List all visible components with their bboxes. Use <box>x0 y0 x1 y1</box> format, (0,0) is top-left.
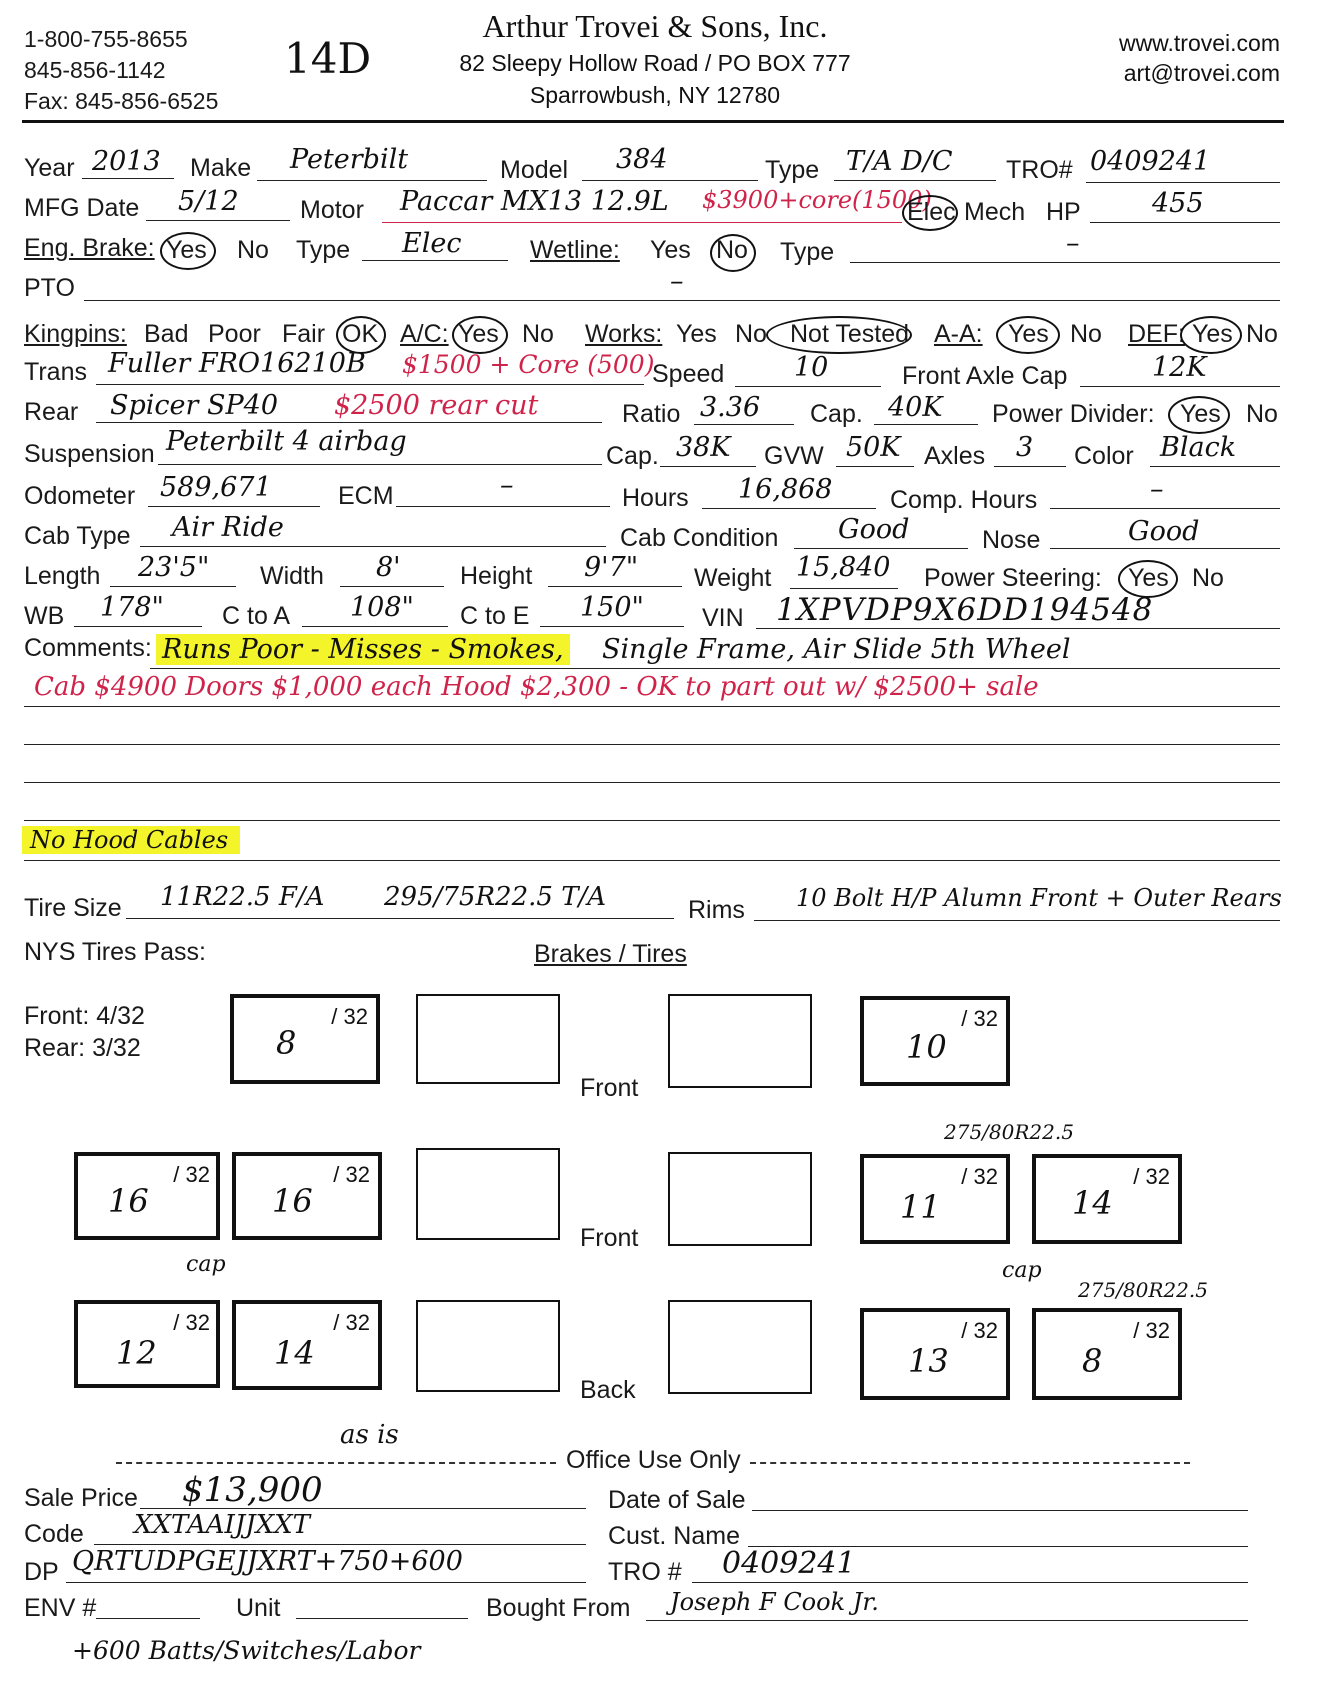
office-use-only-label: Office Use Only <box>566 1446 741 1474</box>
cab-type-line <box>140 546 606 547</box>
wb-value[interactable]: 178" <box>100 592 164 623</box>
tire-note-back-right-cap: cap <box>1002 1258 1042 1283</box>
front-min-tread: Front: 4/32 <box>24 1002 145 1030</box>
header-divider <box>22 120 1284 123</box>
tro-line <box>1086 182 1280 183</box>
axles-label: Axles <box>924 442 986 470</box>
unit-line <box>296 1618 468 1619</box>
speed-line <box>735 386 881 387</box>
tire-fraction: / 32 <box>173 1310 210 1335</box>
tire-box-mid-left-inner[interactable] <box>232 1152 382 1240</box>
rims-label: Rims <box>688 896 745 924</box>
length-value[interactable]: 23'5" <box>138 552 210 583</box>
comments-label: Comments: <box>24 634 152 662</box>
tire-tread-value: 12 <box>116 1334 157 1372</box>
front-axle-cap-value[interactable]: 12K <box>1152 352 1207 383</box>
env-label: ENV # <box>24 1594 97 1622</box>
hours-line <box>702 508 876 509</box>
height-value[interactable]: 9'7" <box>584 552 639 583</box>
front-axle-cap-label: Front Axle Cap <box>902 362 1068 390</box>
motor-label: Motor <box>300 196 364 224</box>
comment-highlight: Runs Poor - Misses - Smokes, <box>156 634 570 665</box>
front-axle-label-2: Front <box>580 1224 639 1252</box>
front-axle-cap-line <box>1080 386 1280 387</box>
cust-name-label: Cust. Name <box>608 1522 740 1550</box>
tire-box-back-right-inner[interactable] <box>860 1308 1010 1400</box>
odometer-value[interactable]: 589,671 <box>160 472 272 503</box>
wb-label: WB <box>24 602 65 630</box>
eng-brake-type-value[interactable]: Elec <box>402 228 462 259</box>
width-label: Width <box>260 562 324 590</box>
company-name: Arthur Trovei & Sons, Inc. <box>482 8 828 44</box>
length-label: Length <box>24 562 101 590</box>
tire-fraction: / 32 <box>333 1162 370 1187</box>
tro-office-value[interactable]: 0409241 <box>722 1546 856 1581</box>
comp-hours-value[interactable]: – <box>1150 474 1164 505</box>
ecm-label: ECM <box>338 482 394 510</box>
trans-line <box>96 384 644 385</box>
handwritten-code: 14D <box>284 34 372 83</box>
suspension-line <box>158 464 602 465</box>
make-label: Make <box>190 154 252 182</box>
tire-note-back-left: cap <box>186 1252 226 1277</box>
make-line <box>257 180 487 181</box>
trans-value[interactable]: Fuller FRO16210B <box>108 348 366 379</box>
motor-value[interactable]: Paccar MX13 12.9L <box>400 186 669 217</box>
brake-box-back-left[interactable] <box>416 1300 560 1392</box>
company-address-1: 82 Sleepy Hollow Road / PO BOX 777 <box>459 50 851 76</box>
ratio-line <box>694 424 794 425</box>
power-divider-yes[interactable]: Yes <box>1180 400 1221 428</box>
tire-tread-value: 8 <box>276 1024 297 1062</box>
tire-box-back-left-outer[interactable] <box>74 1300 220 1388</box>
length-line <box>110 586 236 587</box>
eng-brake-label: Eng. Brake: <box>24 234 155 262</box>
weight-value[interactable]: 15,840 <box>796 552 891 583</box>
width-value[interactable]: 8' <box>376 552 401 583</box>
wetline-no[interactable]: No <box>716 236 748 264</box>
tire-size-front[interactable]: 11R22.5 F/A <box>160 882 325 912</box>
comments-line-2 <box>24 706 1280 707</box>
elec-option[interactable]: Elec <box>907 198 956 226</box>
gvw-value[interactable]: 50K <box>846 432 901 463</box>
hp-line <box>1090 222 1280 223</box>
back-axle-label: Back <box>580 1376 636 1404</box>
make-value[interactable]: Peterbilt <box>290 144 409 175</box>
width-line <box>340 586 444 587</box>
brake-box-front-right[interactable] <box>668 994 812 1088</box>
ac-no[interactable]: No <box>522 320 554 348</box>
cab-type-label: Cab Type <box>24 522 131 550</box>
tire-box-mid-right-outer[interactable] <box>1032 1154 1182 1244</box>
tire-fraction: / 32 <box>1133 1164 1170 1189</box>
cab-condition-line <box>794 548 968 549</box>
suspension-label: Suspension <box>24 440 155 468</box>
comment-2: Cab $4900 Doors $1,000 each Hood $2,300 - OK to part out w/ $2500+ sale <box>34 672 1039 702</box>
nys-tires-pass-label: NYS Tires Pass: <box>24 938 206 966</box>
vin-label: VIN <box>702 604 744 632</box>
model-value[interactable]: 384 <box>616 144 668 175</box>
weight-line <box>790 588 898 589</box>
year-line <box>82 178 174 179</box>
sale-note: as is <box>340 1420 399 1450</box>
c-to-e-line <box>540 626 684 627</box>
year-value[interactable]: 2013 <box>92 146 161 177</box>
tire-tread-value: 13 <box>908 1342 949 1380</box>
rear-line <box>96 422 602 423</box>
cab-condition-value[interactable]: Good <box>838 514 910 545</box>
hp-label: HP <box>1046 198 1081 226</box>
sale-price-label: Sale Price <box>24 1484 138 1512</box>
comment-note: No Hood Cables <box>22 826 240 854</box>
rims-line <box>754 920 1280 921</box>
tire-note-back-right: 275/80R22.5 <box>1078 1278 1208 1302</box>
wetline-type-label: Type <box>780 238 835 266</box>
power-steering-label: Power Steering: <box>924 564 1102 592</box>
type-value[interactable]: T/A D/C <box>846 146 953 177</box>
nose-label: Nose <box>982 526 1041 554</box>
comments-line-4 <box>24 782 1280 783</box>
wetline-type-value[interactable]: – <box>1066 228 1080 259</box>
comments-line-3 <box>24 744 1280 745</box>
pto-label: PTO <box>24 274 75 302</box>
tire-fraction: / 32 <box>961 1164 998 1189</box>
vin-value[interactable]: 1XPVDP9X6DD194548 <box>776 592 1154 628</box>
code-line <box>94 1544 586 1545</box>
motor-price: $3900+core(1500) <box>702 186 932 214</box>
susp-cap-value[interactable]: 38K <box>676 432 731 463</box>
ratio-value[interactable]: 3.36 <box>700 392 761 423</box>
color-line <box>1150 466 1280 467</box>
comment-1-rest: Single Frame, Air Slide 5th Wheel <box>602 634 1071 665</box>
tire-fraction: / 32 <box>961 1318 998 1343</box>
works-not-tested[interactable]: Not Tested <box>790 320 910 348</box>
vin-line <box>756 628 1280 629</box>
aa-label: A-A: <box>934 320 983 348</box>
works-no[interactable]: No <box>735 320 767 348</box>
rear-min-tread: Rear: 3/32 <box>24 1034 141 1062</box>
brake-box-mid-right[interactable] <box>668 1152 812 1246</box>
comments-line-6 <box>24 860 1280 861</box>
model-label: Model <box>500 156 569 184</box>
bought-from-label: Bought From <box>486 1594 631 1622</box>
def-label: DEF: <box>1128 320 1185 348</box>
gvw-line <box>836 466 914 467</box>
eng-brake-no[interactable]: No <box>237 236 269 264</box>
ecm-line <box>396 506 610 507</box>
dp-value[interactable]: QRTUDPGEJJXRT+750+600 <box>72 1546 463 1577</box>
tire-tread-value: 14 <box>274 1334 315 1372</box>
tire-size-label: Tire Size <box>24 894 122 922</box>
gvw-label: GVW <box>764 442 824 470</box>
front-axle-label-1: Front <box>580 1074 639 1102</box>
tire-box-mid-right-inner[interactable] <box>860 1154 1010 1244</box>
model-line <box>582 180 758 181</box>
hours-value[interactable]: 16,868 <box>738 474 833 505</box>
tire-tread-value: 16 <box>272 1182 313 1220</box>
hp-value[interactable]: 455 <box>1152 188 1204 219</box>
comments-line-1 <box>150 668 1280 669</box>
office-divider-left <box>116 1462 556 1464</box>
c-to-e-value[interactable]: 150" <box>580 592 644 623</box>
tire-box-front-right[interactable] <box>860 996 1010 1086</box>
axles-line <box>994 466 1066 467</box>
def-yes[interactable]: Yes <box>1192 320 1233 348</box>
weight-label: Weight <box>694 564 772 592</box>
height-label: Height <box>460 562 533 590</box>
tire-box-front-left[interactable] <box>230 994 380 1084</box>
odometer-label: Odometer <box>24 482 136 510</box>
hours-label: Hours <box>622 484 689 512</box>
tire-size-rear[interactable]: 295/75R22.5 T/A <box>384 882 607 912</box>
comp-hours-line <box>1050 508 1280 509</box>
footer-note: +600 Batts/Switches/Labor <box>72 1636 421 1665</box>
tire-fraction: / 32 <box>1133 1318 1170 1343</box>
env-line <box>96 1618 200 1619</box>
tire-box-mid-left-outer[interactable] <box>74 1152 220 1240</box>
pto-line <box>84 300 1280 301</box>
kingpins-label: Kingpins: <box>24 320 127 348</box>
works-yes[interactable]: Yes <box>676 320 717 348</box>
tro-label: TRO# <box>1006 156 1073 184</box>
tire-fraction: / 32 <box>333 1310 370 1335</box>
type-line <box>834 180 996 181</box>
c-to-e-label: C to E <box>460 602 530 630</box>
brakes-tires-heading: Brakes / Tires <box>534 940 687 968</box>
website: www.trovei.com <box>1118 30 1280 56</box>
kingpins-bad[interactable]: Bad <box>144 320 189 348</box>
def-no[interactable]: No <box>1246 320 1278 348</box>
tire-size-line <box>126 918 674 919</box>
tro-office-line <box>692 1582 1248 1583</box>
tire-box-back-left-inner[interactable] <box>232 1300 382 1390</box>
ac-yes[interactable]: Yes <box>458 320 499 348</box>
tire-note-mid-right: 275/80R22.5 <box>944 1120 1074 1144</box>
brake-box-mid-left[interactable] <box>416 1148 560 1240</box>
wetline-type-line <box>850 262 1280 263</box>
cab-type-value[interactable]: Air Ride <box>172 512 284 543</box>
ratio-label: Ratio <box>622 400 681 428</box>
power-divider-no[interactable]: No <box>1246 400 1278 428</box>
power-steering-no[interactable]: No <box>1192 564 1224 592</box>
brake-box-back-right[interactable] <box>668 1300 812 1394</box>
power-steering-yes[interactable]: Yes <box>1128 564 1169 592</box>
motor-line <box>382 222 902 223</box>
eng-brake-yes[interactable]: Yes <box>166 236 207 264</box>
tire-tread-value: 14 <box>1072 1184 1113 1222</box>
dp-line <box>66 1582 586 1583</box>
speed-label: Speed <box>652 360 725 388</box>
cab-condition-label: Cab Condition <box>620 524 779 552</box>
rear-price: $2500 rear cut <box>334 390 539 421</box>
code-value[interactable]: XXTAAIJJXXT <box>134 1510 310 1540</box>
ac-label: A/C: <box>400 320 449 348</box>
mfg-date-line <box>146 220 290 221</box>
tire-tread-value: 11 <box>900 1188 941 1226</box>
tire-fraction: / 32 <box>961 1006 998 1031</box>
trans-price: $1500 + Core (500) <box>402 350 655 379</box>
tire-tread-value: 16 <box>108 1182 149 1220</box>
rear-value[interactable]: Spicer SP40 <box>110 390 279 421</box>
mech-option[interactable]: Mech <box>964 198 1026 226</box>
trans-label: Trans <box>24 358 87 386</box>
tire-tread-value: 8 <box>1082 1342 1103 1380</box>
rear-label: Rear <box>24 398 79 426</box>
sale-price-value[interactable]: $13,900 <box>182 1470 323 1510</box>
rear-cap-line <box>874 424 978 425</box>
color-value[interactable]: Black <box>1160 432 1237 463</box>
rear-cap-label: Cap. <box>810 400 863 428</box>
phone-2: 845-856-1142 <box>24 57 166 83</box>
axles-value[interactable]: 3 <box>1016 432 1034 463</box>
tire-fraction: / 32 <box>331 1004 368 1029</box>
tro-office-label: TRO # <box>608 1558 682 1586</box>
suspension-value[interactable]: Peterbilt 4 airbag <box>166 426 407 457</box>
nose-value[interactable]: Good <box>1128 516 1200 547</box>
speed-value[interactable]: 10 <box>794 352 829 383</box>
rear-cap-value[interactable]: 40K <box>888 392 943 423</box>
c-to-a-value[interactable]: 108" <box>350 592 414 623</box>
date-of-sale-label: Date of Sale <box>608 1486 746 1514</box>
brake-box-front-left[interactable] <box>416 994 560 1084</box>
aa-no[interactable]: No <box>1070 320 1102 348</box>
kingpins-fair[interactable]: Fair <box>282 320 326 348</box>
susp-cap-line <box>660 466 756 467</box>
eng-brake-type-label: Type <box>296 236 351 264</box>
odometer-line <box>148 506 320 507</box>
dp-label: DP <box>24 1558 59 1586</box>
comments-line-5 <box>24 820 1280 821</box>
color-label: Color <box>1074 442 1134 470</box>
wetline-yes[interactable]: Yes <box>650 236 691 264</box>
type-label: Type <box>765 156 820 184</box>
rims-value[interactable]: 10 Bolt H/P Alumn Front + Outer Rears <box>796 884 1282 912</box>
fax: Fax: 845-856-6525 <box>24 88 219 114</box>
wetline-label: Wetline: <box>530 236 620 264</box>
tire-fraction: / 32 <box>173 1162 210 1187</box>
height-line <box>548 586 682 587</box>
bought-from-value[interactable]: Joseph F Cook Jr. <box>670 1588 879 1616</box>
office-divider-right <box>750 1462 1190 1464</box>
c-to-a-label: C to A <box>222 602 291 630</box>
mfg-date-value[interactable]: 5/12 <box>178 186 239 217</box>
aa-yes[interactable]: Yes <box>1008 320 1049 348</box>
company-address-2: Sparrowbush, NY 12780 <box>529 82 781 108</box>
susp-cap-label: Cap. <box>606 442 659 470</box>
date-of-sale-line <box>752 1510 1248 1511</box>
ecm-value[interactable]: – <box>500 470 514 501</box>
comp-hours-label: Comp. Hours <box>890 486 1038 514</box>
email: art@trovei.com <box>1123 60 1280 86</box>
kingpins-ok[interactable]: OK <box>342 320 379 348</box>
phone-1: 1-800-755-8655 <box>24 26 188 52</box>
unit-label: Unit <box>236 1594 281 1622</box>
eng-brake-type-line <box>362 260 508 261</box>
bought-from-line <box>646 1620 1248 1621</box>
nose-line <box>1050 548 1280 549</box>
wb-line <box>74 626 202 627</box>
power-divider-label: Power Divider: <box>992 400 1155 428</box>
tro-value[interactable]: 0409241 <box>1090 146 1211 177</box>
pto-value[interactable]: – <box>670 266 684 297</box>
tire-tread-value: 10 <box>906 1028 947 1066</box>
c-to-a-line <box>302 626 448 627</box>
year-label: Year <box>24 154 75 182</box>
kingpins-poor[interactable]: Poor <box>208 320 261 348</box>
mfg-date-label: MFG Date <box>24 194 140 222</box>
tire-box-back-right-outer[interactable] <box>1032 1308 1182 1400</box>
code-label: Code <box>24 1520 84 1548</box>
works-label: Works: <box>585 320 663 348</box>
